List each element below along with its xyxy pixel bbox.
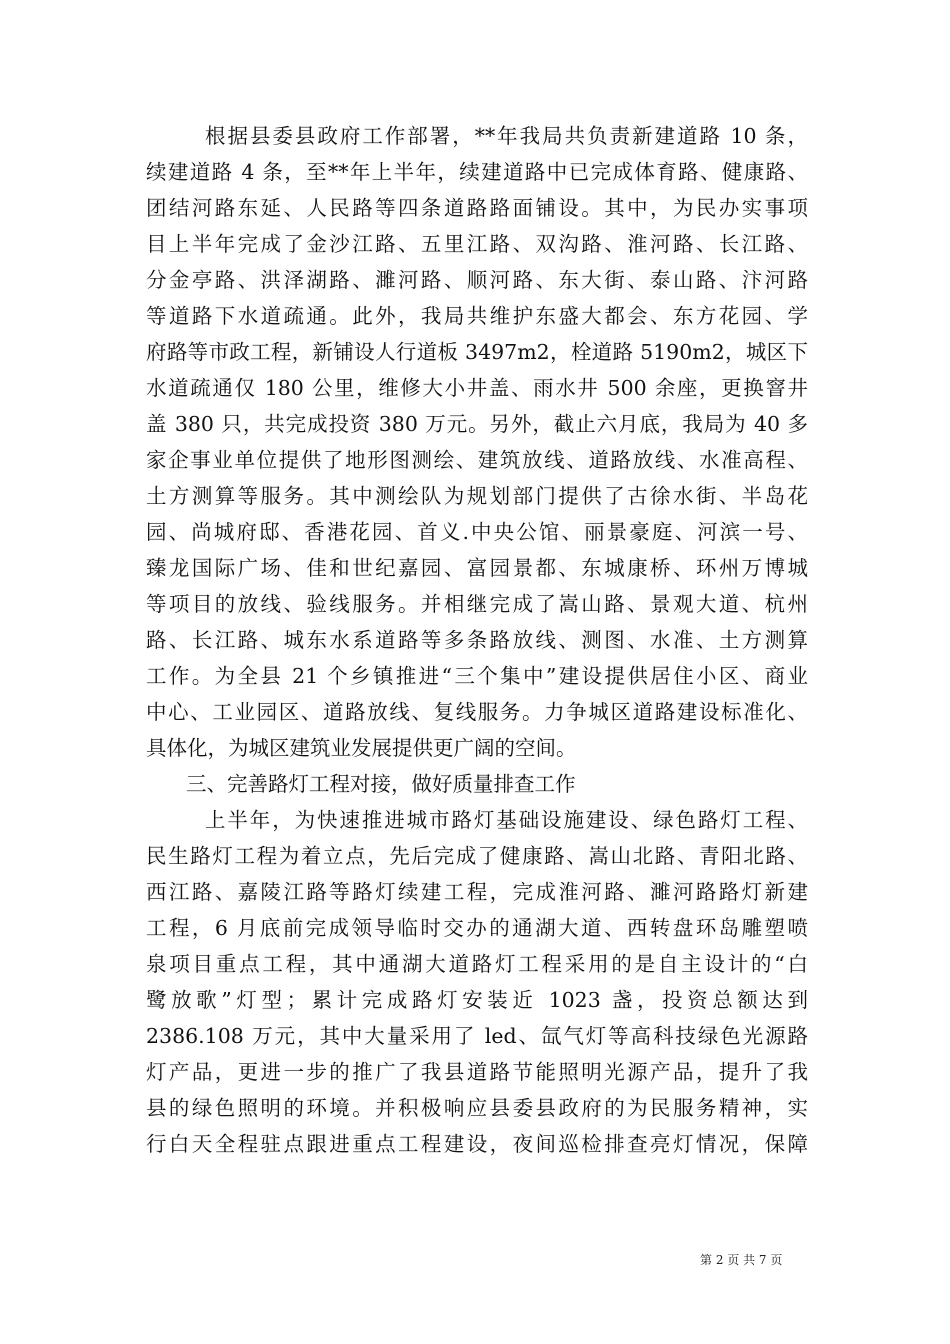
paragraph-line: 根据县委县政府工作部署，**年我局共负责新建道路 10 条， <box>205 124 808 148</box>
paragraph-line: 工程，6 月底前完成领导临时交办的通湖大道、西转盘环岛雕塑喷 <box>146 916 808 940</box>
paragraph-line: 鹭放歌”灯型；累计完成路灯安装近 1023 盏，投资总额达到 <box>146 988 808 1012</box>
paragraph-line: 中心、工业园区、道路放线、复线服务。力争城区道路建设标准化、 <box>146 700 808 724</box>
paragraph-line: 土方测算等服务。其中测绘队为规划部门提供了古徐水街、半岛花 <box>146 484 808 508</box>
paragraph-line: 泉项目重点工程，其中通湖大道路灯工程采用的是自主设计的“白 <box>146 952 808 976</box>
paragraph-line: 臻龙国际广场、佳和世纪嘉园、富园景都、东城康桥、环州万博城 <box>146 556 808 580</box>
paragraph-line: 分金亭路、洪泽湖路、濉河路、顺河路、东大街、泰山路、汴河路 <box>146 268 808 292</box>
paragraph-line: 水道疏通仅 180 公里，维修大小井盖、雨水井 500 余座，更换窨井 <box>146 376 808 400</box>
paragraph-line: 县的绿色照明的环境。并积极响应县委县政府的为民服务精神，实 <box>146 1096 808 1120</box>
paragraph-line: 行白天全程驻点跟进重点工程建设，夜间巡检排查亮灯情况，保障 <box>146 1132 808 1156</box>
paragraph-1 <box>146 118 808 766</box>
paragraph-line: 家企事业单位提供了地形图测绘、建筑放线、道路放线、水准高程、 <box>146 448 808 472</box>
paragraph-line: 灯产品，更进一步的推广了我县道路节能照明光源产品，提升了我 <box>146 1060 808 1084</box>
paragraph-line: 民生路灯工程为着立点，先后完成了健康路、嵩山北路、青阳北路、 <box>146 844 808 868</box>
paragraph-line: 园、尚城府邸、香港花园、首义.中央公馆、丽景豪庭、河滨一号、 <box>146 520 808 544</box>
paragraph-line: 盖 380 只，共完成投资 380 万元。另外，截止六月底，我局为 40 多 <box>146 412 808 436</box>
section-heading: 三、完善路灯工程对接，做好质量排查工作 <box>186 772 576 796</box>
paragraph-2 <box>146 802 808 1162</box>
paragraph-line: 上半年，为快速推进城市路灯基础设施建设、绿色路灯工程、 <box>205 808 808 832</box>
paragraph-line: 目上半年完成了金沙江路、五里江路、双沟路、淮河路、长江路、 <box>146 232 808 256</box>
paragraph-line: 等道路下水道疏通。此外，我局共维护东盛大都会、东方花园、学 <box>146 304 808 328</box>
paragraph-line: 团结河路东延、人民路等四条道路路面铺设。其中，为民办实事项 <box>146 196 808 220</box>
paragraph-line: 具体化，为城区建筑业发展提供更广阔的空间。 <box>146 736 577 760</box>
paragraph-line: 路、长江路、城东水系道路等多条路放线、测图、水准、土方测算 <box>146 628 808 652</box>
paragraph-line: 2386.108 万元，其中大量采用了 led、氙气灯等高科技绿色光源路 <box>146 1024 808 1048</box>
paragraph-line: 等项目的放线、验线服务。并相继完成了嵩山路、景观大道、杭州 <box>146 592 808 616</box>
paragraph-line: 工作。为全县 21 个乡镇推进“三个集中”建设提供居住小区、商业 <box>146 664 808 688</box>
paragraph-line: 府路等市政工程，新铺设人行道板 3497m2，栓道路 5190m2，城区下 <box>146 340 808 364</box>
paragraph-line: 续建道路 4 条，至**年上半年，续建道路中已完成体育路、健康路、 <box>146 160 808 184</box>
paragraph-line: 西江路、嘉陵江路等路灯续建工程，完成淮河路、濉河路路灯新建 <box>146 880 808 904</box>
document-body <box>146 118 808 1162</box>
page-indicator: 第 2 页 共 7 页 <box>700 1253 783 1267</box>
